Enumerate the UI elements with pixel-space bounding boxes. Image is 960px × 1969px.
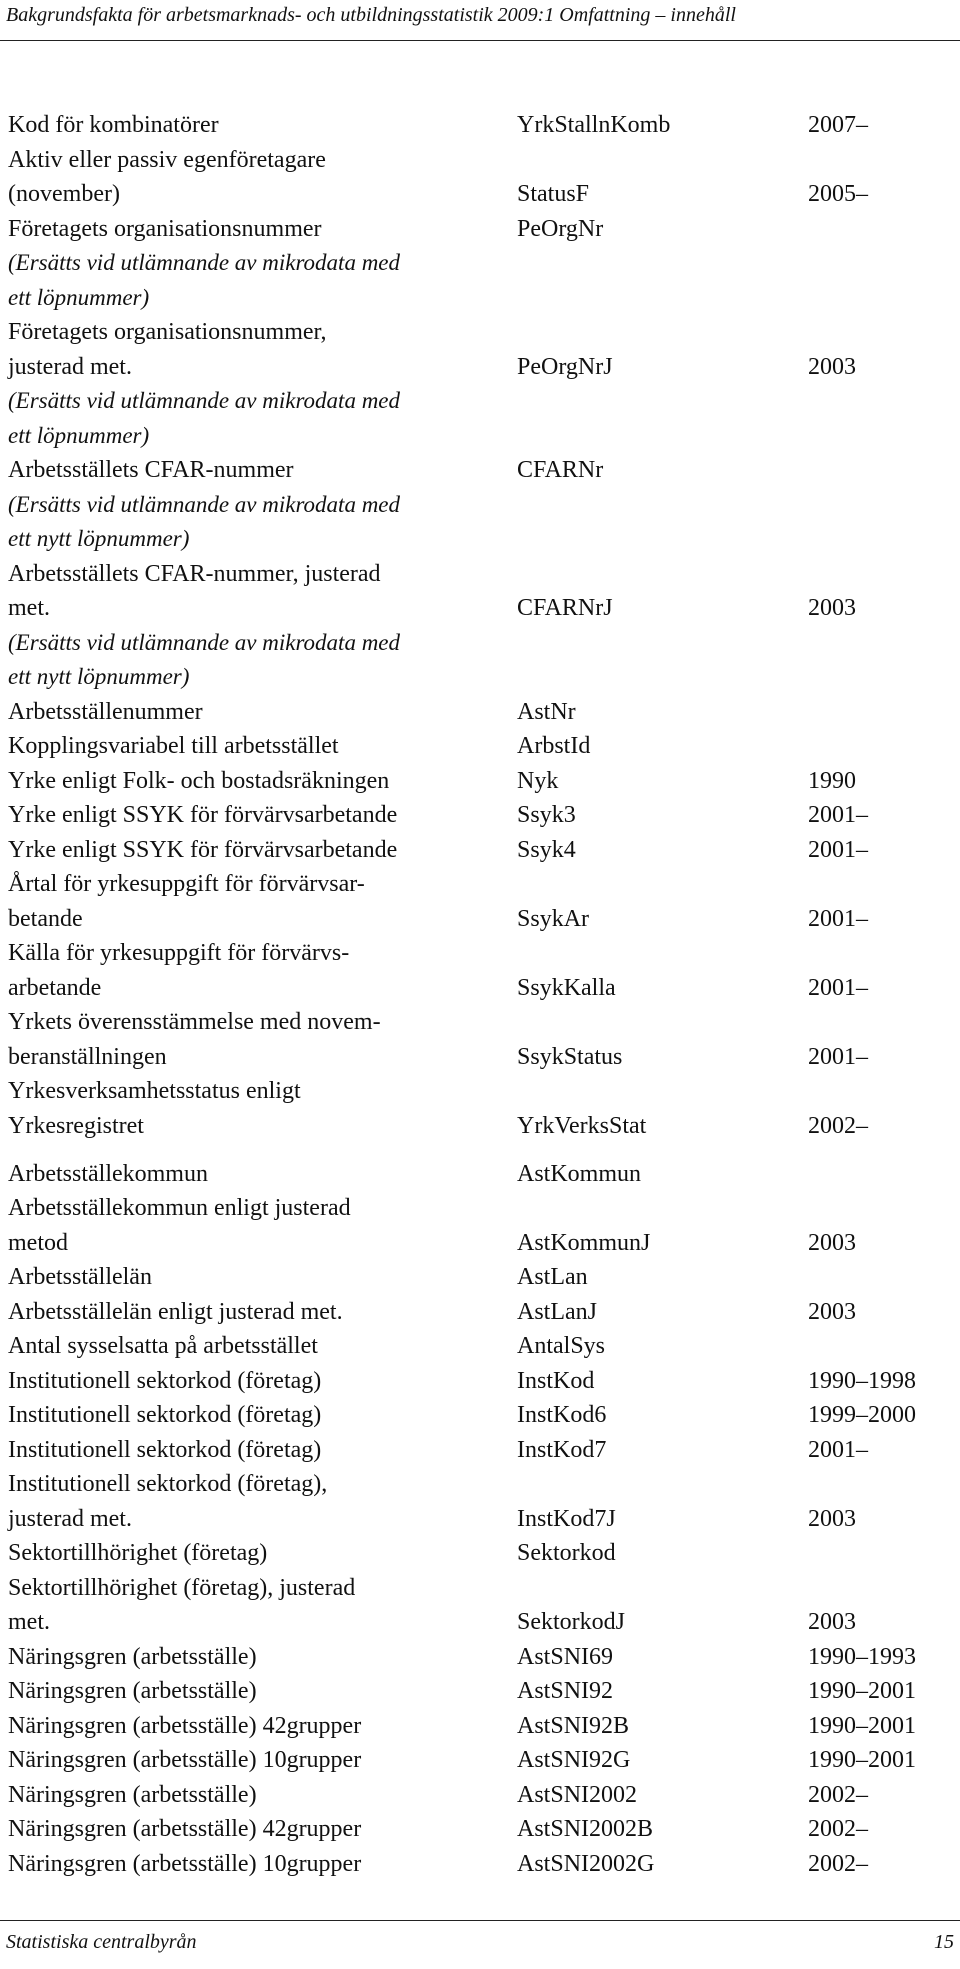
variable-table bbox=[0, 108, 960, 1881]
table-row bbox=[0, 1778, 960, 1813]
row-variable-name: AstSNI92G bbox=[517, 1747, 631, 1773]
row-variable-name: CFARNrJ bbox=[517, 595, 613, 621]
row-description: Företagets organisationsnummer bbox=[8, 215, 322, 242]
table-row bbox=[0, 177, 960, 212]
table-row bbox=[0, 453, 960, 488]
row-note: (Ersätts vid utlämnande av mikrodata med bbox=[8, 250, 401, 275]
row-description: Arbetsställenummer bbox=[8, 698, 203, 725]
row-variable-name: ArbstId bbox=[517, 733, 591, 759]
row-description: Sektortillhörighet (företag) bbox=[8, 1540, 268, 1566]
row-variable-name: AstSNI69 bbox=[517, 1643, 614, 1670]
row-variable-name: InstKod7 bbox=[517, 1436, 607, 1463]
row-years: 2001– bbox=[808, 802, 868, 828]
row-description: Arbetsställekommun bbox=[8, 1160, 208, 1187]
table-row bbox=[0, 1260, 960, 1295]
table-row bbox=[0, 1709, 960, 1744]
row-description: justerad met. bbox=[8, 353, 132, 380]
row-description: Aktiv eller passiv egenföretagare bbox=[8, 146, 326, 173]
row-description: Yrke enligt Folk- och bostadsräkningen bbox=[8, 767, 390, 794]
row-note: ett löpnummer) bbox=[8, 422, 150, 448]
row-description: betande bbox=[8, 905, 83, 932]
table-row bbox=[0, 1674, 960, 1709]
row-note: ett nytt löpnummer) bbox=[8, 664, 190, 689]
table-row bbox=[0, 522, 960, 557]
footer-publisher: Statistiska centralbyrån bbox=[6, 1931, 197, 1953]
row-variable-name: InstKod bbox=[517, 1367, 595, 1394]
row-description: Yrkesregistret bbox=[8, 1112, 144, 1139]
row-variable-name: AstKommunJ bbox=[517, 1229, 651, 1256]
row-variable-name: AntalSys bbox=[517, 1333, 606, 1359]
row-years: 2003 bbox=[808, 1298, 856, 1325]
running-header-title: Bakgrundsfakta för arbetsmarknads- och utbildningsstatistik 2009:1 Omfattning – innehåll bbox=[6, 4, 736, 26]
row-description: Källa för yrkesuppgift för förvärvs- bbox=[8, 940, 350, 966]
row-note: ett löpnummer) bbox=[8, 284, 150, 310]
row-variable-name: Sektorkod bbox=[517, 1540, 616, 1566]
row-years: 2001– bbox=[808, 1043, 868, 1070]
table-row bbox=[0, 488, 960, 523]
table-row bbox=[0, 1329, 960, 1364]
row-description: Näringsgren (arbetsställe) 42grupper bbox=[8, 1712, 362, 1739]
row-variable-name: Nyk bbox=[517, 767, 559, 794]
table-row bbox=[0, 729, 960, 764]
row-description: Kod för kombinatörer bbox=[8, 112, 219, 138]
table-row bbox=[0, 1074, 960, 1109]
row-variable-name: Ssyk4 bbox=[517, 836, 576, 863]
row-note: (Ersätts vid utlämnande av mikrodata med bbox=[8, 629, 401, 655]
row-description: Arbetsställets CFAR-nummer, justerad bbox=[8, 560, 381, 587]
row-years: 2007– bbox=[808, 112, 868, 138]
row-years: 2001– bbox=[808, 974, 868, 1001]
table-row bbox=[0, 1743, 960, 1778]
row-description: met. bbox=[8, 595, 50, 621]
row-years: 2001– bbox=[808, 836, 868, 863]
row-note: (Ersätts vid utlämnande av mikrodata med bbox=[8, 388, 401, 413]
row-years: 2003 bbox=[808, 595, 856, 621]
row-variable-name: SsykKalla bbox=[517, 974, 616, 1001]
row-description: Näringsgren (arbetsställe) 42grupper bbox=[8, 1816, 362, 1842]
table-row bbox=[0, 591, 960, 626]
table-row bbox=[0, 143, 960, 178]
table-row bbox=[0, 1109, 960, 1157]
row-variable-name: AstSNI2002G bbox=[517, 1850, 655, 1877]
table-row bbox=[0, 384, 960, 419]
row-variable-name: AstLan bbox=[517, 1264, 588, 1290]
table-row bbox=[0, 1847, 960, 1882]
table-row bbox=[0, 1295, 960, 1330]
row-variable-name: AstLanJ bbox=[517, 1298, 597, 1325]
table-row bbox=[0, 867, 960, 902]
row-variable-name: AstSNI2002B bbox=[517, 1816, 654, 1842]
row-description: Årtal för yrkesuppgift för förvärvsar- bbox=[8, 871, 365, 897]
row-description: met. bbox=[8, 1609, 50, 1635]
row-description: Yrke enligt SSYK för förvärvsarbetande bbox=[8, 802, 398, 828]
table-row bbox=[0, 1812, 960, 1847]
row-description: Yrke enligt SSYK för förvärvsarbetande bbox=[8, 836, 398, 863]
row-description: Arbetsställekommun enligt justerad bbox=[8, 1195, 351, 1221]
table-row bbox=[0, 1605, 960, 1640]
row-description: Institutionell sektorkod (företag) bbox=[8, 1436, 322, 1463]
row-description: Arbetsställelän bbox=[8, 1264, 152, 1290]
row-description: Antal sysselsatta på arbetsstället bbox=[8, 1333, 318, 1359]
table-row bbox=[0, 108, 960, 143]
row-variable-name: CFARNr bbox=[517, 457, 604, 483]
table-row bbox=[0, 557, 960, 592]
row-note: ett nytt löpnummer) bbox=[8, 526, 190, 551]
row-variable-name: AstKommun bbox=[517, 1160, 642, 1187]
row-description: Yrkets överensstämmelse med novem- bbox=[8, 1009, 381, 1035]
table-row bbox=[0, 1157, 960, 1192]
table-row bbox=[0, 936, 960, 971]
table-row bbox=[0, 1398, 960, 1433]
row-years: 2001– bbox=[808, 905, 868, 932]
row-description: arbetande bbox=[8, 974, 102, 1001]
table-row bbox=[0, 798, 960, 833]
table-row bbox=[0, 695, 960, 730]
table-row bbox=[0, 626, 960, 661]
row-variable-name: SsykStatus bbox=[517, 1043, 623, 1070]
row-description: Arbetsställets CFAR-nummer bbox=[8, 457, 294, 483]
row-description: Yrkesverksamhetsstatus enligt bbox=[8, 1078, 301, 1104]
row-description: Institutionell sektorkod (företag) bbox=[8, 1402, 322, 1428]
table-row bbox=[0, 350, 960, 385]
row-description: Institutionell sektorkod (företag) bbox=[8, 1367, 322, 1394]
table-row bbox=[0, 1571, 960, 1606]
row-variable-name: AstNr bbox=[517, 698, 576, 725]
row-variable-name: Ssyk3 bbox=[517, 802, 576, 828]
row-variable-name: PeOrgNrJ bbox=[517, 353, 613, 380]
row-variable-name: InstKod7J bbox=[517, 1505, 616, 1532]
table-row bbox=[0, 833, 960, 868]
row-variable-name: InstKod6 bbox=[517, 1402, 607, 1428]
row-years: 2001– bbox=[808, 1436, 868, 1463]
row-variable-name: SsykAr bbox=[517, 905, 590, 932]
row-description: Näringsgren (arbetsställe) 10grupper bbox=[8, 1747, 362, 1773]
row-description: Arbetsställelän enligt justerad met. bbox=[8, 1298, 343, 1325]
row-years: 2003 bbox=[808, 1609, 856, 1635]
row-variable-name: AstSNI92B bbox=[517, 1712, 630, 1739]
row-years: 2005– bbox=[808, 181, 868, 207]
table-row bbox=[0, 764, 960, 799]
row-variable-name: YrkStallnKomb bbox=[517, 112, 671, 138]
row-description: beranställningen bbox=[8, 1043, 167, 1070]
row-years: 1990–2001 bbox=[808, 1712, 916, 1739]
row-years: 2003 bbox=[808, 1229, 856, 1256]
row-description: Näringsgren (arbetsställe) bbox=[8, 1678, 257, 1704]
table-row bbox=[0, 1536, 960, 1571]
row-note: (Ersätts vid utlämnande av mikrodata med bbox=[8, 491, 401, 517]
table-row bbox=[0, 1040, 960, 1075]
row-years: 2002– bbox=[808, 1112, 868, 1139]
table-row bbox=[0, 246, 960, 281]
row-description: metod bbox=[8, 1229, 68, 1256]
row-years: 2003 bbox=[808, 1505, 856, 1532]
row-years: 2003 bbox=[808, 353, 856, 380]
table-row bbox=[0, 1640, 960, 1675]
row-variable-name: PeOrgNr bbox=[517, 215, 604, 242]
row-description: Företagets organisationsnummer, bbox=[8, 319, 327, 345]
row-years: 1990–2001 bbox=[808, 1747, 916, 1773]
row-description: Näringsgren (arbetsställe) bbox=[8, 1643, 257, 1670]
footer-rule bbox=[0, 1920, 960, 1921]
header-rule bbox=[0, 40, 960, 41]
table-row bbox=[0, 1226, 960, 1261]
row-description: (november) bbox=[8, 181, 120, 207]
row-variable-name: YrkVerksStat bbox=[517, 1112, 647, 1139]
table-row bbox=[0, 419, 960, 454]
row-years: 1990–1993 bbox=[808, 1643, 916, 1670]
row-variable-name: StatusF bbox=[517, 181, 590, 207]
table-row bbox=[0, 1005, 960, 1040]
row-variable-name: SektorkodJ bbox=[517, 1609, 625, 1635]
page-number: 15 bbox=[934, 1931, 954, 1953]
table-row bbox=[0, 1502, 960, 1537]
table-row bbox=[0, 902, 960, 937]
row-years: 1990–2001 bbox=[808, 1678, 916, 1704]
table-row bbox=[0, 1191, 960, 1226]
row-description: justerad met. bbox=[8, 1505, 132, 1532]
row-description: Näringsgren (arbetsställe) bbox=[8, 1781, 257, 1808]
row-description: Näringsgren (arbetsställe) 10grupper bbox=[8, 1850, 362, 1877]
row-description: Institutionell sektorkod (företag), bbox=[8, 1471, 328, 1497]
running-header bbox=[6, 2, 954, 42]
table-row bbox=[0, 281, 960, 316]
table-row bbox=[0, 660, 960, 695]
table-row bbox=[0, 212, 960, 247]
table-row bbox=[0, 1467, 960, 1502]
row-years: 2002– bbox=[808, 1781, 868, 1808]
row-years: 1999–2000 bbox=[808, 1402, 916, 1428]
row-years: 2002– bbox=[808, 1816, 868, 1842]
row-years: 1990–1998 bbox=[808, 1367, 916, 1394]
row-years: 2002– bbox=[808, 1850, 868, 1877]
row-description: Kopplingsvariabel till arbetsstället bbox=[8, 733, 339, 759]
row-description: Sektortillhörighet (företag), justerad bbox=[8, 1574, 356, 1601]
row-variable-name: AstSNI92 bbox=[517, 1678, 614, 1704]
row-years: 1990 bbox=[808, 767, 856, 794]
table-row bbox=[0, 315, 960, 350]
table-row bbox=[0, 971, 960, 1006]
row-variable-name: AstSNI2002 bbox=[517, 1781, 638, 1808]
table-row bbox=[0, 1364, 960, 1399]
table-row bbox=[0, 1433, 960, 1468]
